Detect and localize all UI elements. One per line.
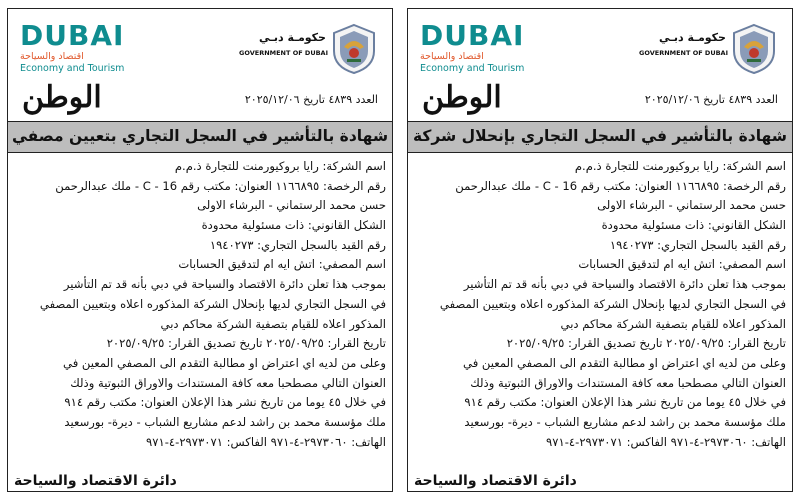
notice-line: في خلال ٤٥ يوما من تاريخ نشر هذا الإعلان العنوان: مكتب رقم ٩١٤ [464,395,786,410]
notice-line: اسم المصفي: اتش ايه ام لتدقيق الحسابات [578,257,786,272]
dubai-logo-english: Economy and Tourism [420,63,525,74]
notice-header [408,9,792,121]
notice-line: اسم الشركة: رايا بروكيورمنت للتجارة ذ.م.م [174,159,386,173]
notice-line: المذكور اعلاه للقيام بتصفية الشركة محاكم دبي [160,316,386,331]
notice-line: حسن محمد الرستماني - البرشاء الاولى [197,198,386,213]
government-of-dubai-logo [628,23,778,79]
notice-line: تاريخ القرار: ٢٠٢٥/٠٩/٢٥ تاريخ تصديق القرار: ٢٠٢٥/٠٩/٢٥ [506,336,786,351]
notice-liquidator-appointment [7,8,393,492]
government-english: GOVERNMENT OF DUBAI [239,49,328,57]
dubai-logo-english: Economy and Tourism [20,63,125,74]
notice-line: في خلال ٤٥ يوما من تاريخ نشر هذا الإعلان العنوان: مكتب رقم ٩١٤ [64,395,386,410]
notice-line: حسن محمد الرستماني - البرشاء الاولى [597,198,786,213]
issue-line: العدد ٤٨٣٩ تاريخ ٢٠٢٥/١٢/٠٦ [244,93,378,106]
dubai-wordmark: DUBAI [420,19,525,52]
dubai-emblem-icon [330,23,378,75]
notice-line: وعلى من لديه اي اعتراض او مطالبة التقدم الى المصفي المعين في [463,355,786,370]
notice-body [8,157,392,452]
notice-line: رقم القيد بالسجل التجاري: ١٩٤٠٢٧٣ [609,237,786,252]
notice-title: شهادة بالتأشير في السجل التجاري بإنحلال شركة [408,121,792,153]
government-arabic: حكومـة دبـي [659,31,726,44]
notice-line: بموجب هذا تعلن دائرة الاقتصاد والسياحة في دبي بأنه قد تم التأشير [463,277,786,292]
notice-line: الشكل القانوني: ذات مسئولية محدودة [201,218,386,233]
notice-line: المذكور اعلاه للقيام بتصفية الشركة محاكم دبي [560,316,786,331]
notice-line: اسم الشركة: رايا بروكيورمنت للتجارة ذ.م.م [574,159,786,173]
newspaper-name: الوطن [22,80,102,115]
notice-line: ملك مؤسسة محمد بن راشد لدعم مشاريع الشباب - ديرة- بورسعيد [464,414,786,429]
government-of-dubai-logo [228,23,378,79]
notice-company-dissolution [407,8,793,492]
notice-line: العنوان التالي مصطحبا معه كافة المستندات والاوراق الثبوتية وذلك [70,375,386,390]
newspaper-name: الوطن [422,80,502,115]
notice-line: في السجل التجاري لديها بإنحلال الشركة المذكوره اعلاه وبتعيين المصفي [439,296,786,311]
notice-line: بموجب هذا تعلن دائرة الاقتصاد والسياحة في دبي بأنه قد تم التأشير [63,277,386,292]
notice-line: العنوان التالي مصطحبا معه كافة المستندات والاوراق الثبوتية وذلك [470,375,786,390]
dubai-emblem-icon [730,23,778,75]
notice-line: رقم الرخصة: ١١٦٦٨٩٥ العنوان: مكتب رقم C - 16 - ملك عبدالرحمن [455,178,786,193]
notice-line: اسم المصفي: اتش ايه ام لتدقيق الحسابات [178,257,386,272]
dubai-logo-arabic: اقتصاد والسياحة [20,51,84,62]
government-english: GOVERNMENT OF DUBAI [639,49,728,57]
notice-header [8,9,392,121]
notice-title: شهادة بالتأشير في السجل التجاري بتعيين مصفي [8,121,392,153]
notice-line: الشكل القانوني: ذات مسئولية محدودة [601,218,786,233]
notice-line: الهاتف: ٢٩٧٣٠٦٠-٤-٩٧١ الفاكس: ٢٩٧٣٠٧١-٤-٩٧١ [146,434,386,449]
notice-body [408,157,792,452]
government-arabic: حكومـة دبـي [259,31,326,44]
department-signature: دائرة الاقتصاد والسياحة [14,473,177,489]
dubai-wordmark: DUBAI [20,19,125,52]
notice-line: في السجل التجاري لديها بإنحلال الشركة المذكوره اعلاه وبتعيين المصفي [39,296,386,311]
notice-line: تاريخ القرار: ٢٠٢٥/٠٩/٢٥ تاريخ تصديق القرار: ٢٠٢٥/٠٩/٢٥ [106,336,386,351]
notice-line: رقم القيد بالسجل التجاري: ١٩٤٠٢٧٣ [209,237,386,252]
department-signature: دائرة الاقتصاد والسياحة [414,473,577,489]
dubai-economy-logo [20,21,130,83]
issue-line: العدد ٤٨٣٩ تاريخ ٢٠٢٥/١٢/٠٦ [644,93,778,106]
notice-line: الهاتف: ٢٩٧٣٠٦٠-٤-٩٧١ الفاكس: ٢٩٧٣٠٧١-٤-٩٧١ [546,434,786,449]
notice-line: رقم الرخصة: ١١٦٦٨٩٥ العنوان: مكتب رقم C - 16 - ملك عبدالرحمن [55,178,386,193]
dubai-economy-logo [420,21,530,83]
dubai-logo-arabic: اقتصاد والسياحة [420,51,484,62]
notice-line: ملك مؤسسة محمد بن راشد لدعم مشاريع الشباب - ديرة- بورسعيد [64,414,386,429]
notice-line: وعلى من لديه اي اعتراض او مطالبة التقدم الى المصفي المعين في [63,355,386,370]
